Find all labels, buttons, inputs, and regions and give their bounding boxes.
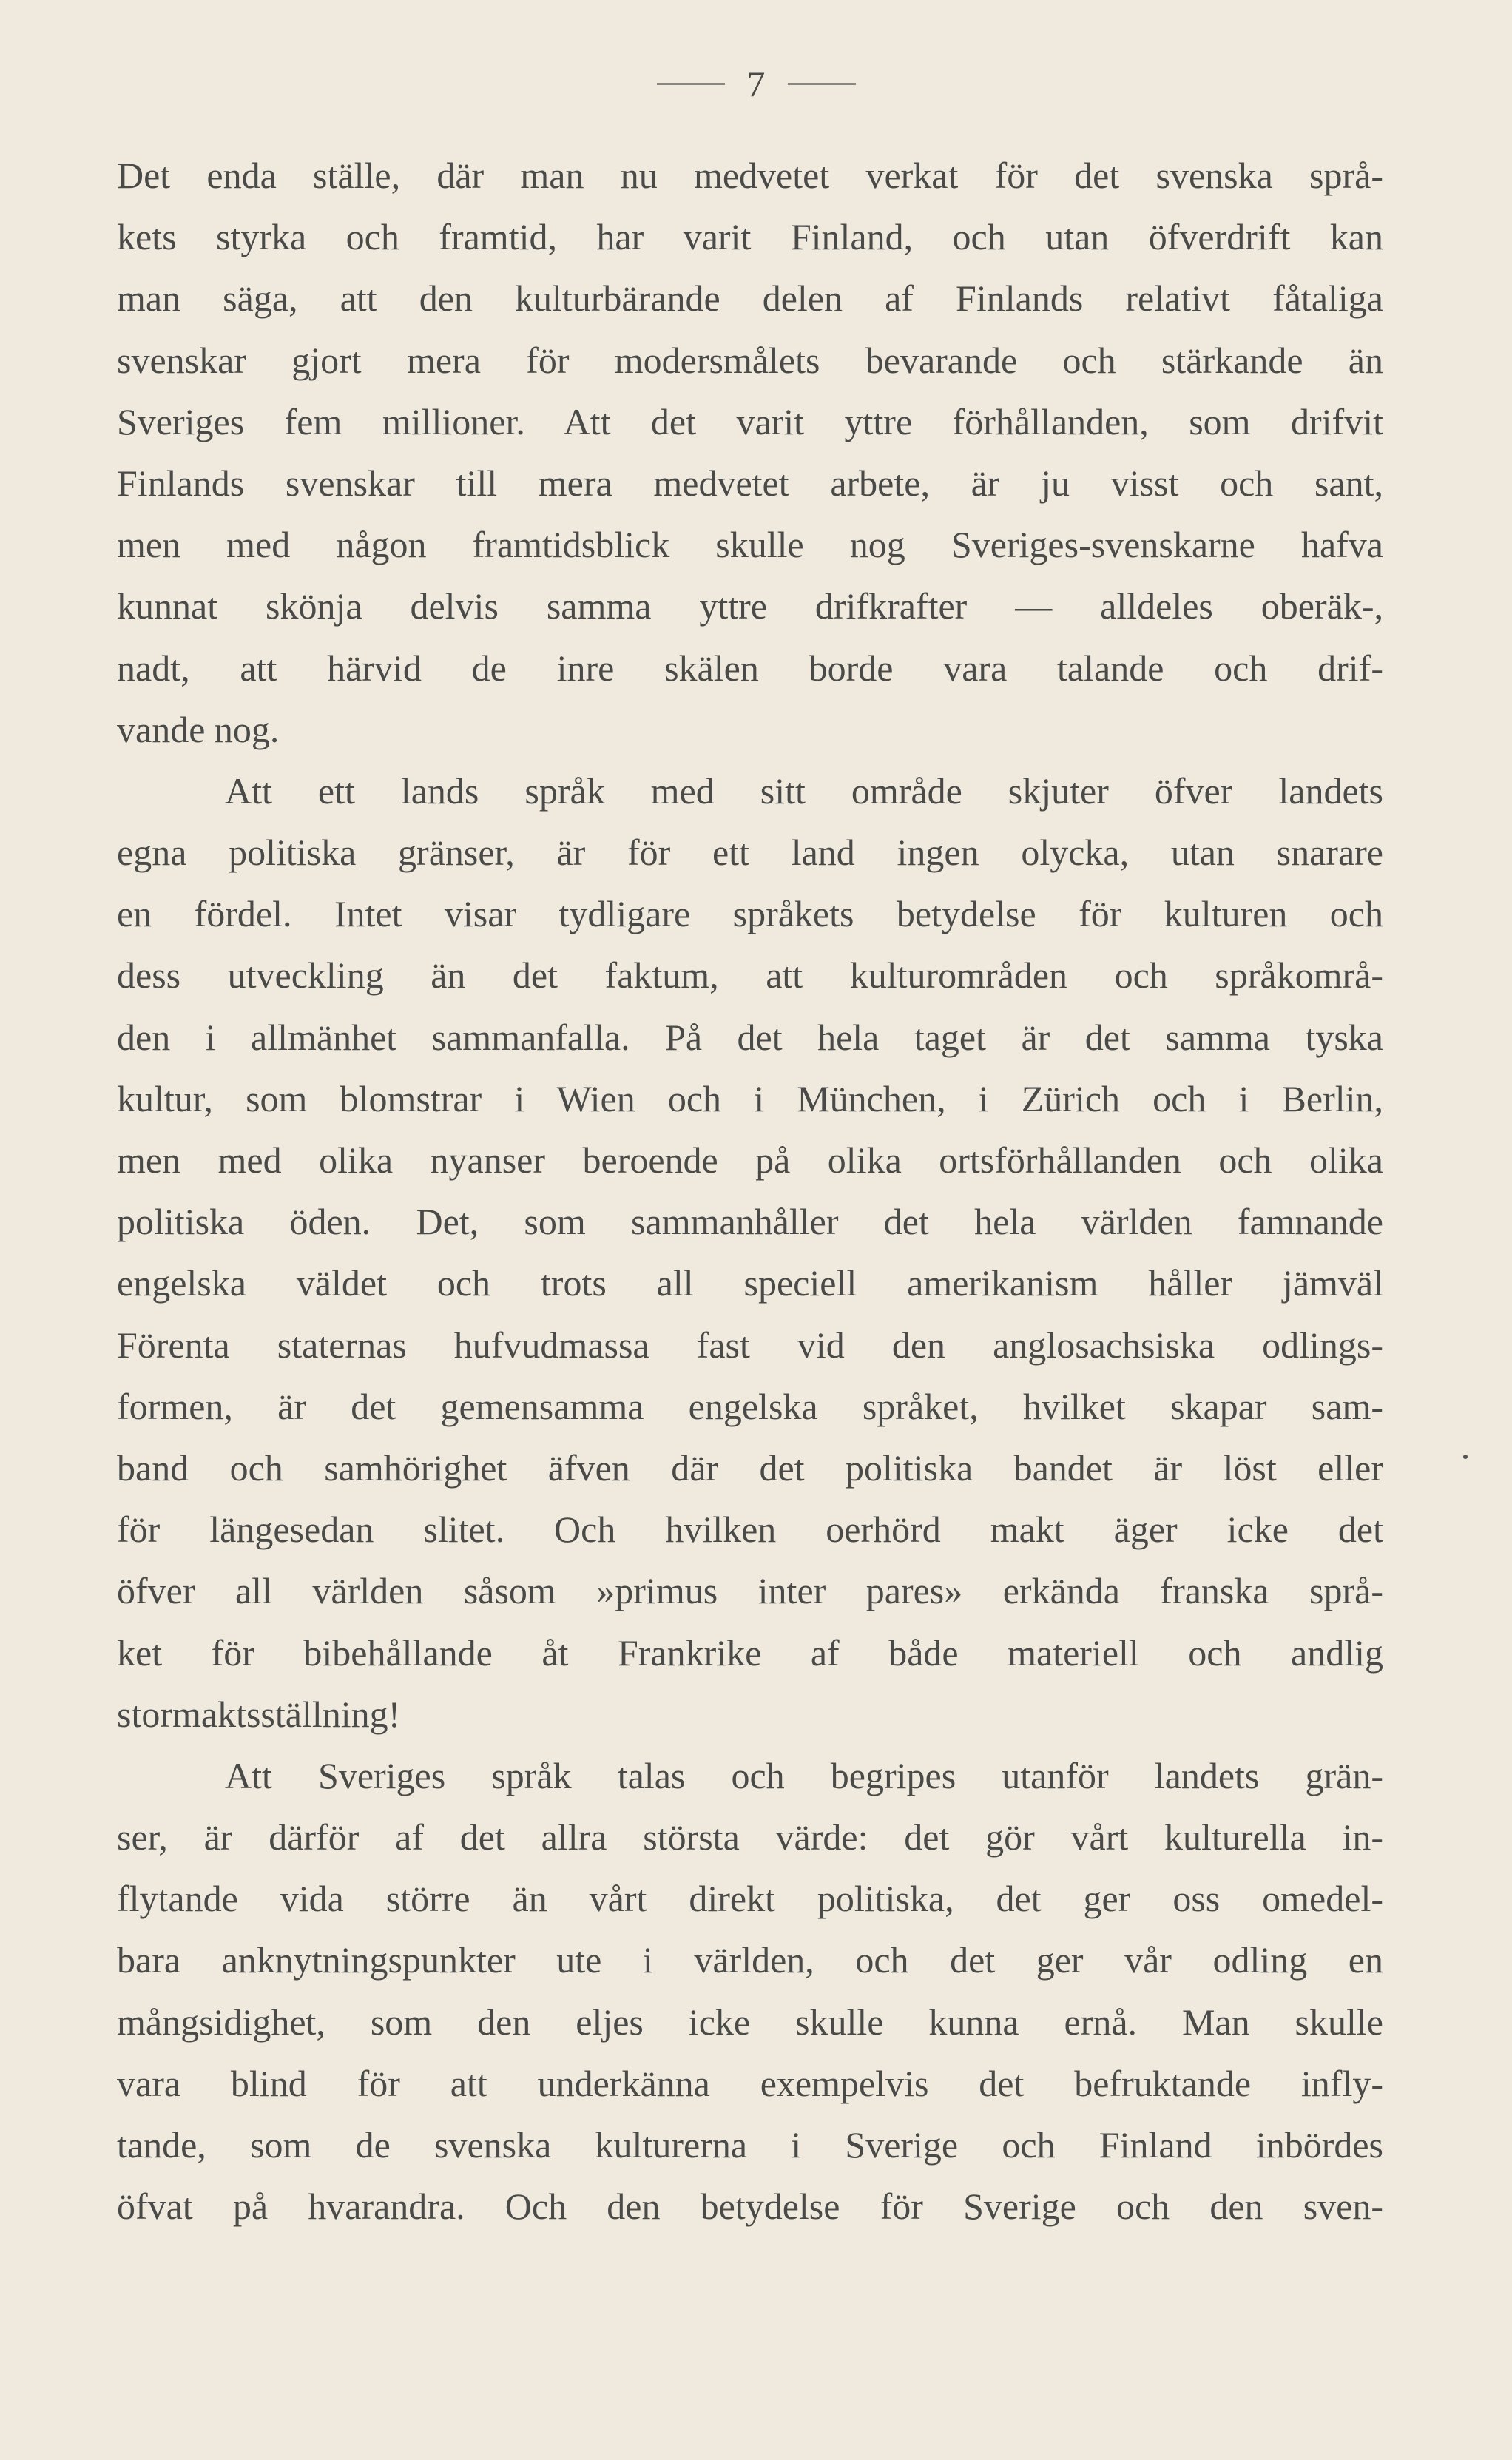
text-line: egna politiska gränser, är för ett land ingen olycka, utan snarare (117, 832, 1383, 874)
text-line: Det enda ställe, där man nu medvetet verkat för det svenska språ- (117, 155, 1383, 196)
text-line: den i allmänhet sammanfalla. På det hela taget är det samma tyska (117, 1016, 1383, 1058)
text-line: mångsidighet, som den eljes icke skulle kunna ernå. Man skulle (117, 2001, 1383, 2043)
text-line: kunnat skönja delvis samma yttre drifkrafter — alldeles oberäk-, (117, 585, 1383, 627)
text-line: ser, är därför af det allra största värde: det gör vårt kulturella in- (117, 1816, 1383, 1859)
body-text (117, 145, 1383, 2237)
text-line: tande, som de svenska kulturerna i Sverige och Finland inbördes (117, 2124, 1383, 2166)
text-line: dess utveckling än det faktum, att kulturområden och språkområ- (117, 954, 1383, 997)
page-header (0, 58, 1512, 109)
text-line: en fördel. Intet visar tydligare språkets betydelse för kulturen och (117, 893, 1383, 935)
text-line: engelska väldet och trots all speciell amerikanism håller jämväl (117, 1262, 1383, 1304)
ink-speck (1463, 1455, 1468, 1459)
text-line: formen, är det gemensamma engelska språket, hvilket skapar sam- (117, 1385, 1383, 1427)
text-line: Att ett lands språk med sitt område skjuter öfver landets (225, 769, 1383, 812)
text-line: ket för bibehållande åt Frankrike af både materiell och andlig (117, 1631, 1383, 1674)
text-line: kultur, som blomstrar i Wien och i München, i Zürich och i Berlin, (117, 1077, 1383, 1119)
text-line: Sveriges fem millioner. Att det varit yttre förhållanden, som drifvit (117, 400, 1383, 442)
text-line: flytande vida större än vårt direkt politiska, det ger oss omedel- (117, 1878, 1383, 1920)
text-line: Att Sveriges språk talas och begripes utanför landets grän- (225, 1754, 1383, 1796)
text-line: politiska öden. Det, som sammanhåller det hela världen famnande (117, 1201, 1383, 1243)
text-line: bara anknytningspunkter ute i världen, och det ger vår odling en (117, 1939, 1383, 1981)
text-line: öfver all världen såsom »primus inter pares» erkända franska språ- (117, 1570, 1383, 1612)
text-line: vande nog. (117, 708, 280, 750)
text-line: man säga, att den kulturbärande delen af Finlands relativt fåtaliga (117, 277, 1383, 320)
text-line: men med olika nyanser beroende på olika ortsförhållanden och olika (117, 1139, 1383, 1181)
text-line: för längesedan slitet. Och hvilken oerhörd makt äger icke det (117, 1509, 1383, 1551)
text-line: öfvat på hvarandra. Och den betydelse för Sverige och den sven- (117, 2186, 1383, 2228)
text-line: vara blind för att underkänna exempelvis det befruktande infly- (117, 2062, 1383, 2104)
text-line: Förenta staternas hufvudmassa fast vid den anglosachsiska odlings- (117, 1324, 1383, 1366)
text-line: Finlands svenskar till mera medvetet arbete, är ju visst och sant, (117, 462, 1383, 504)
page-number: 7 (746, 63, 766, 104)
header-rule-right (788, 83, 856, 85)
text-line: men med någon framtidsblick skulle nog Sveriges-svenskarne hafva (117, 524, 1383, 566)
text-line: band och samhörighet äfven där det politiska bandet är löst eller (117, 1446, 1383, 1489)
text-line: kets styrka och framtid, har varit Finland, och utan öfverdrift kan (117, 216, 1383, 258)
text-line: svenskar gjort mera för modersmålets bevarande och stärkande än (117, 339, 1383, 381)
header-rule-left (657, 83, 725, 85)
text-line: nadt, att härvid de inre skälen borde vara talande och drif- (117, 647, 1383, 689)
text-line: stormaktsställning! (117, 1693, 401, 1735)
